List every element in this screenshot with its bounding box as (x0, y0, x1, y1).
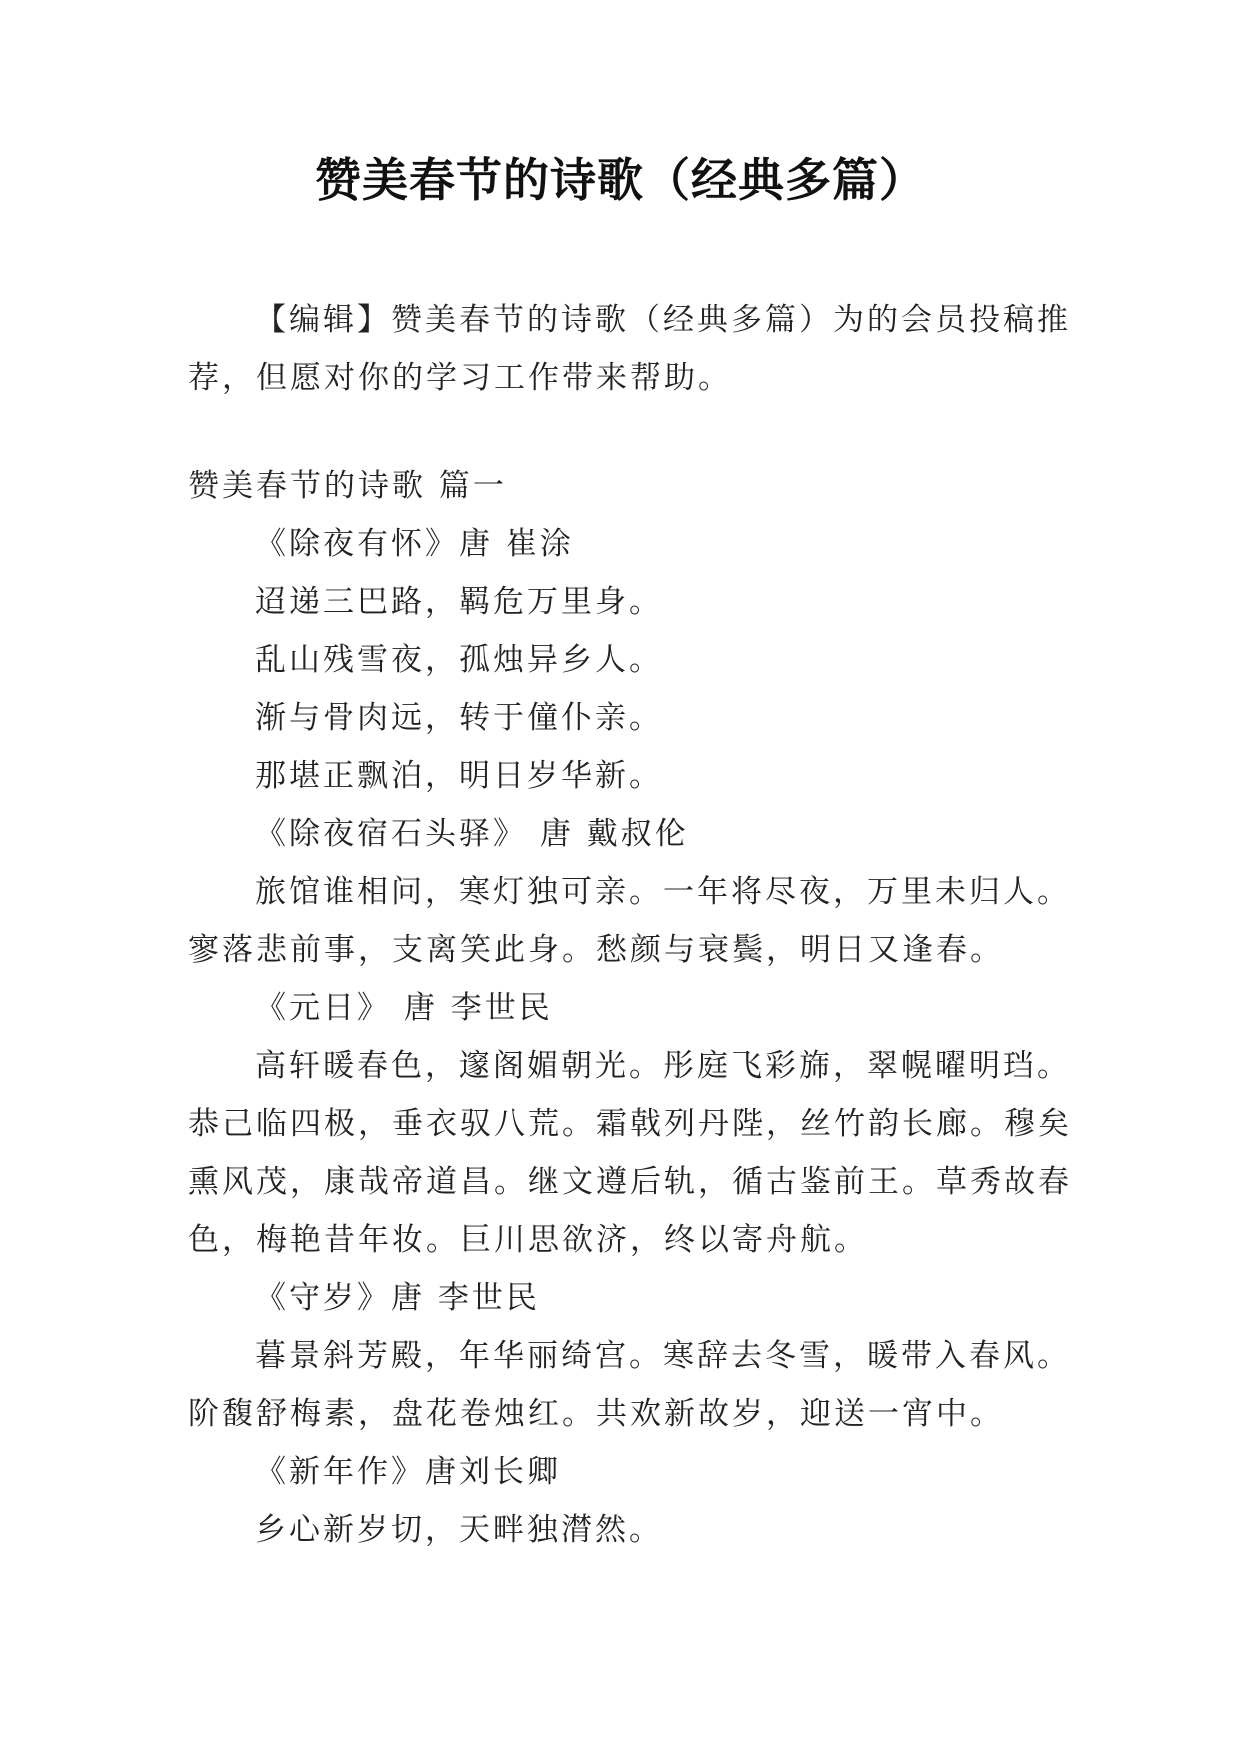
poem-line: 高轩暖春色，邃阁媚朝光。彤庭飞彩旆，翠幌曜明珰。 (255, 1048, 1071, 1084)
poem-line: 恭己临四极，垂衣驭八荒。霜戟列丹陛，丝竹韵长廊。穆矣 (188, 1106, 1072, 1142)
poem-heading: 《除夜有怀》唐 崔涂 (255, 526, 574, 562)
poem-line: 渐与骨肉远，转于僮仆亲。 (255, 700, 663, 736)
poem-line: 熏风茂，康哉帝道昌。继文遵后轨，循古鉴前王。草秀故春 (188, 1164, 1072, 1200)
poem-line: 暮景斜芳殿，年华丽绮宫。寒辞去冬雪，暖带入春风。 (255, 1338, 1071, 1374)
poem-line: 乱山残雪夜，孤烛异乡人。 (255, 642, 663, 678)
poem-heading: 《除夜宿石头驿》 唐 戴叔伦 (255, 816, 689, 852)
document-title: 赞美春节的诗歌（经典多篇） (315, 153, 926, 207)
section-heading: 赞美春节的诗歌 篇一 (188, 468, 507, 504)
intro-line-1: 【编辑】赞美春节的诗歌（经典多篇）为的会员投稿推 (255, 302, 1071, 338)
poem-heading: 《新年作》唐刘长卿 (255, 1454, 561, 1490)
intro-line-2: 荐，但愿对你的学习工作带来帮助。 (188, 360, 732, 396)
poem-line: 色，梅艳昔年妆。巨川思欲济，终以寄舟航。 (188, 1222, 868, 1258)
poem-line: 阶馥舒梅素，盘花卷烛红。共欢新故岁，迎送一宵中。 (188, 1396, 1004, 1432)
poem-line: 旅馆谁相问，寒灯独可亲。一年将尽夜，万里未归人。 (255, 874, 1071, 910)
poem-line: 乡心新岁切，天畔独潸然。 (255, 1512, 663, 1548)
poem-heading: 《守岁》唐 李世民 (255, 1280, 540, 1316)
poem-line: 寥落悲前事，支离笑此身。愁颜与衰鬓，明日又逢春。 (188, 932, 1004, 968)
poem-line: 迢递三巴路，羁危万里身。 (255, 584, 663, 620)
poem-line: 那堪正飘泊，明日岁华新。 (255, 758, 663, 794)
poem-heading: 《元日》 唐 李世民 (255, 990, 553, 1026)
